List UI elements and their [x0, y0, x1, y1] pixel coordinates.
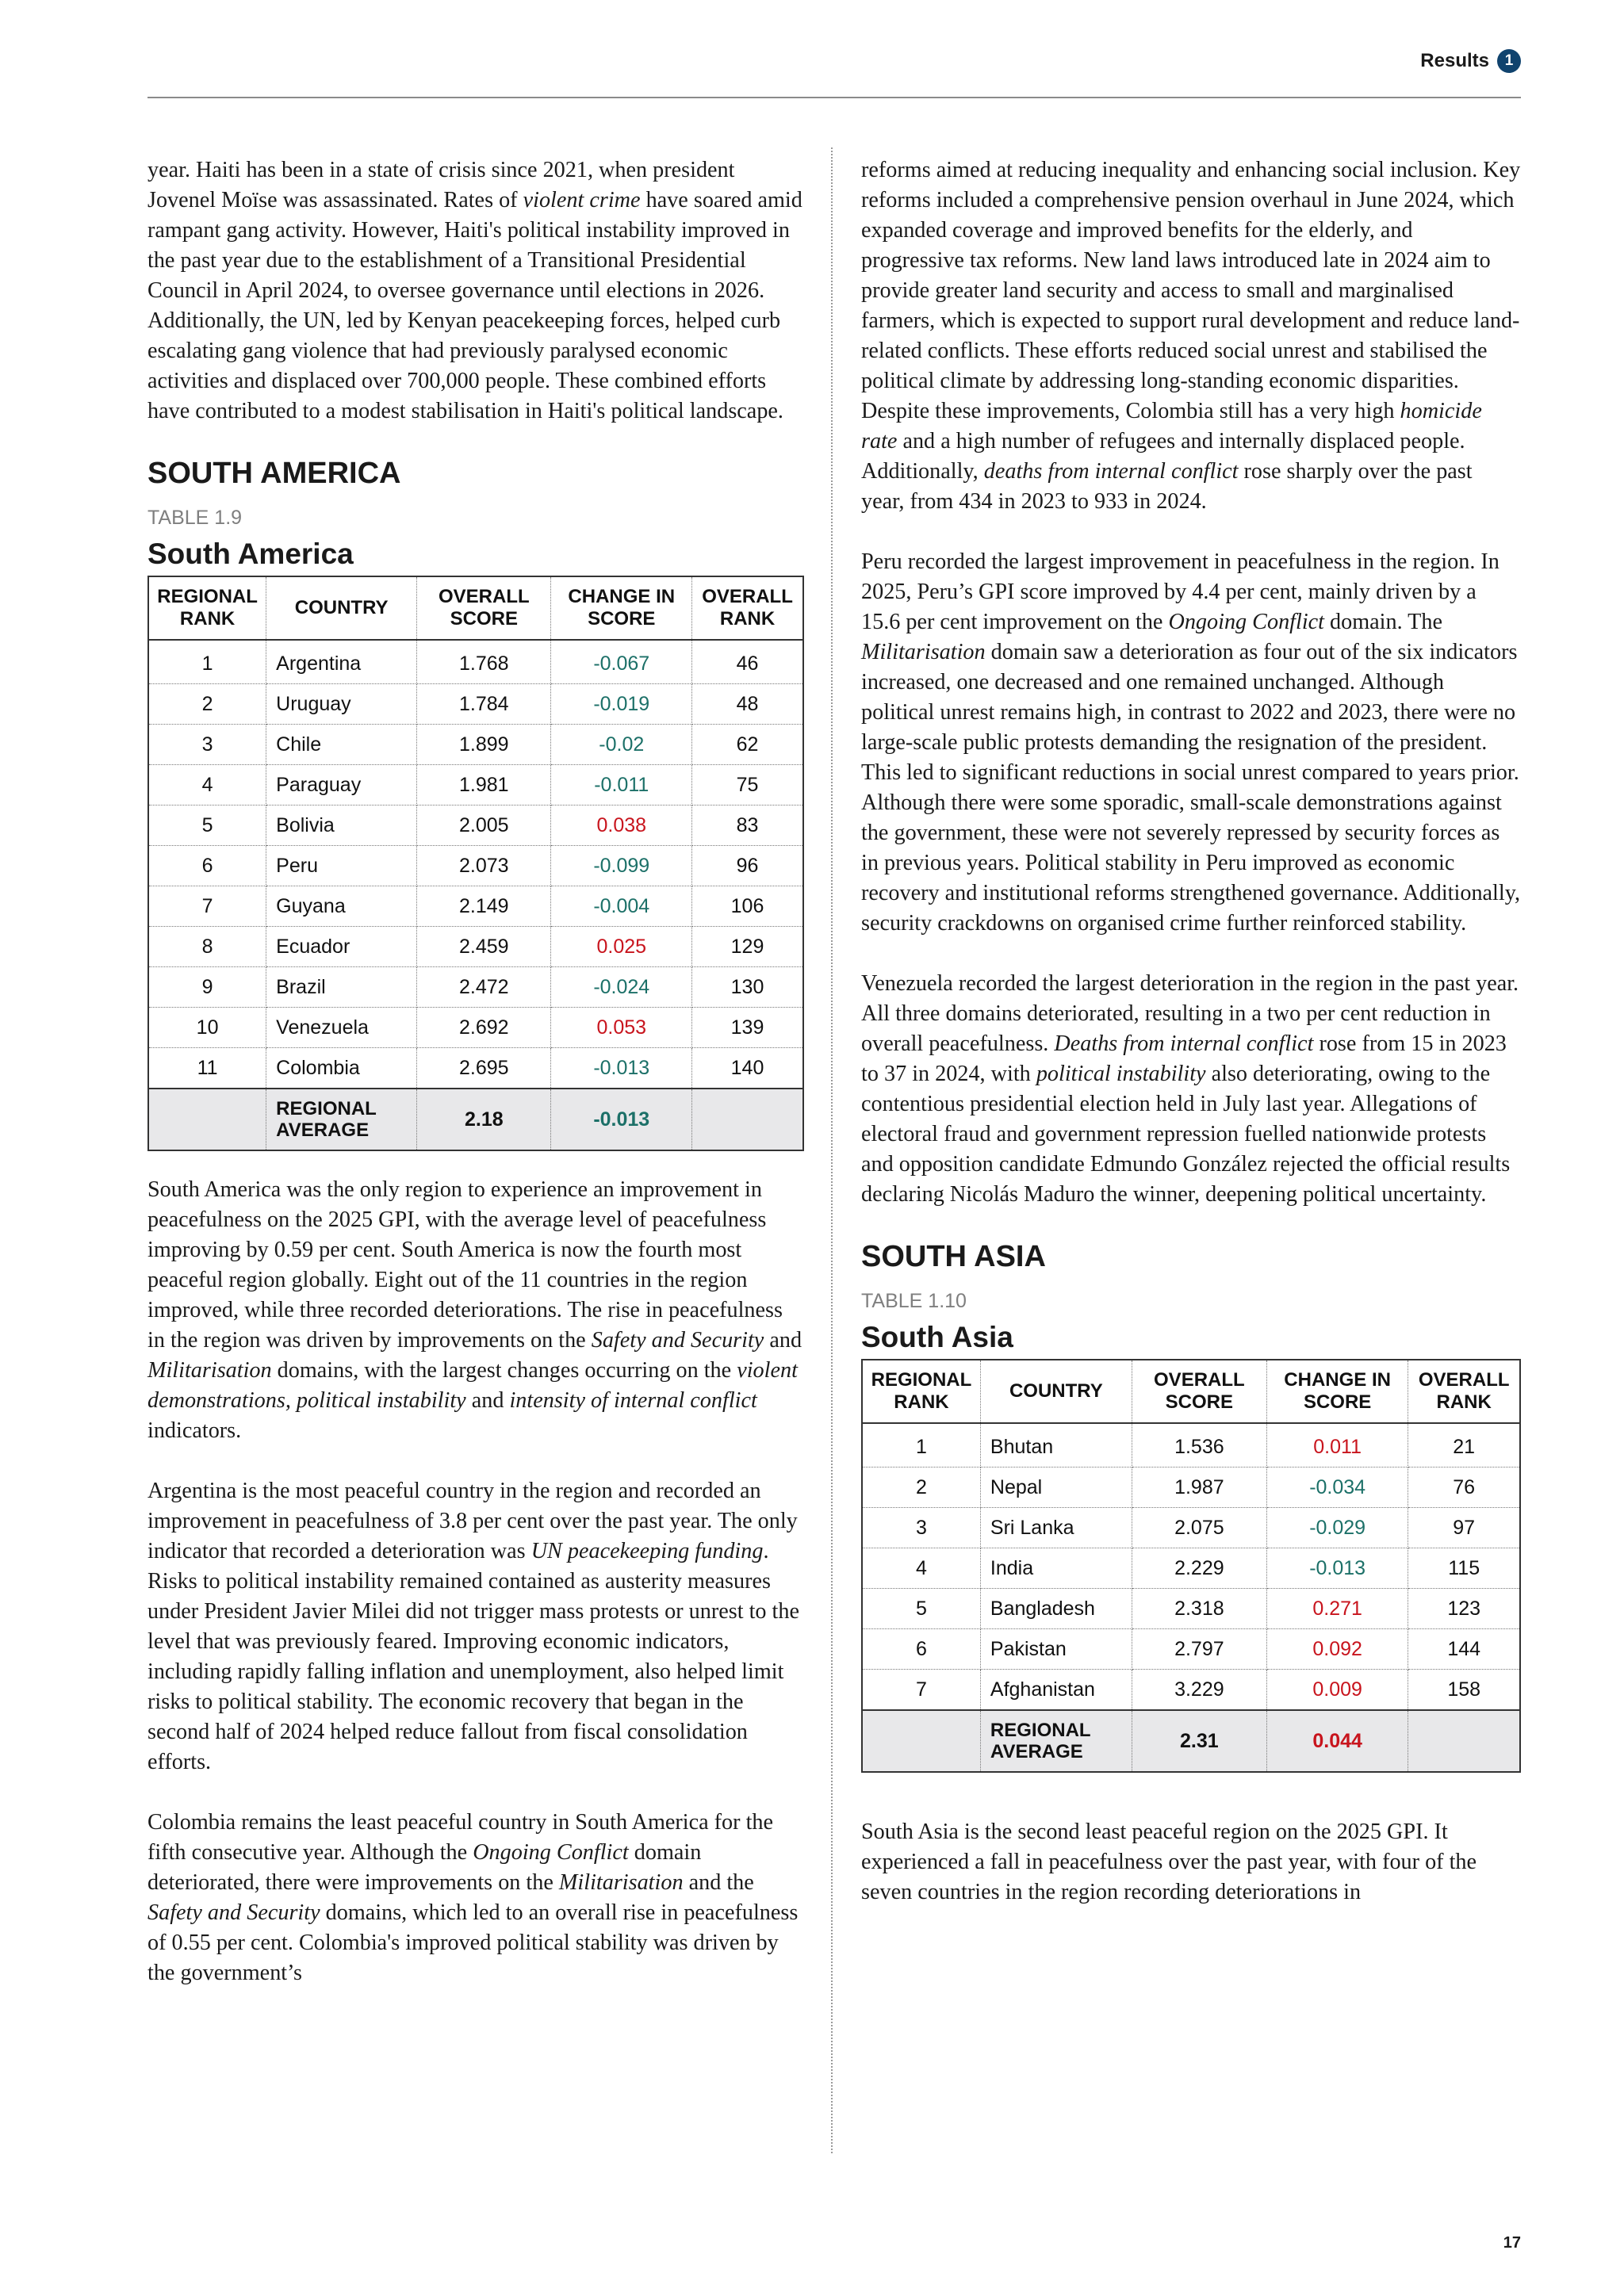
country-cell: Afghanistan [980, 1670, 1132, 1711]
empty-cell [862, 1710, 980, 1772]
regional-rank-cell: 6 [148, 846, 266, 886]
header-change-in-score: CHANGE IN SCORE [1266, 1360, 1408, 1423]
overall-score-cell: 2.073 [417, 846, 551, 886]
table-row [862, 1508, 1520, 1548]
regional-rank-cell: 1 [148, 640, 266, 684]
table-row [862, 1589, 1520, 1629]
change-in-score-cell: -0.004 [551, 886, 692, 927]
country-cell: Guyana [266, 886, 417, 927]
country-cell: Nepal [980, 1468, 1132, 1508]
table-row [148, 846, 803, 886]
table-row [862, 1548, 1520, 1589]
column-divider [831, 147, 833, 2153]
regional-rank-cell: 5 [862, 1589, 980, 1629]
overall-rank-cell: 97 [1408, 1508, 1520, 1548]
regional-rank-cell: 7 [148, 886, 266, 927]
country-cell: Ecuador [266, 927, 417, 967]
change-in-score-cell: -0.013 [1266, 1548, 1408, 1589]
overall-score-cell: 2.695 [417, 1048, 551, 1089]
south-america-paragraph: South America was the only region to experience an improvement in peacefulness on the 2025 GPI, with the average level of peacefulness improving by 0.59 per cent. South America is now the fourth most peaceful region globally. Eight out of the 11 countries in the region improved, while three recorded deteriorations. The rise in peacefulness in the region was driven by improvements on the Safety and Security and Militarisation domains, with the largest changes occurring on the violent demonstrations, political instability and intensity of internal conflict indicators. [147, 1177, 802, 1443]
average-score-cell: 2.18 [417, 1089, 551, 1150]
page-number: 17 [1503, 2234, 1521, 2252]
table-row [862, 1670, 1520, 1711]
table-body [148, 640, 803, 1150]
regional-rank-cell: 4 [148, 765, 266, 806]
table-label: TABLE 1.9 [147, 507, 243, 529]
overall-rank-cell: 62 [692, 725, 803, 765]
overall-rank-cell: 123 [1408, 1589, 1520, 1629]
country-cell: India [980, 1548, 1132, 1589]
country-cell: Bhutan [980, 1423, 1132, 1468]
country-cell: Bolivia [266, 806, 417, 846]
haiti-paragraph: year. Haiti has been in a state of crisis since 2021, when president Jovenel Moïse was assassinated. Rates of violent crime have soared amid rampant gang activity. However, Haiti's political instability improved in the past year due to the establishment of a Transitional Presidential Council in April 2024, to oversee governance until elections in 2026. Additionally, the UN, led by Kenyan peacekeeping forces, helped curb escalating gang violence that had previously paralysed economic activities and displaced over 700,000 people. These combined efforts have contributed to a modest stabilisation in Haiti's political landscape. [147, 158, 802, 423]
overall-score-cell: 2.692 [417, 1008, 551, 1048]
regional-rank-cell: 4 [862, 1548, 980, 1589]
table-body [862, 1423, 1520, 1772]
overall-score-cell: 1.536 [1132, 1423, 1266, 1468]
country-cell: Venezuela [266, 1008, 417, 1048]
regional-rank-cell: 9 [148, 967, 266, 1008]
country-cell: Brazil [266, 967, 417, 1008]
overall-score-cell: 2.005 [417, 806, 551, 846]
overall-score-cell: 2.075 [1132, 1508, 1266, 1548]
regional-rank-cell: 11 [148, 1048, 266, 1089]
south-asia-table [861, 1359, 1521, 1773]
regional-rank-cell: 10 [148, 1008, 266, 1048]
overall-score-cell: 2.149 [417, 886, 551, 927]
regional-rank-cell: 1 [862, 1423, 980, 1468]
table-row [148, 1008, 803, 1048]
regional-average-row [148, 1089, 803, 1150]
overall-rank-cell: 158 [1408, 1670, 1520, 1711]
empty-cell [1408, 1710, 1520, 1772]
overall-score-cell: 2.472 [417, 967, 551, 1008]
change-in-score-cell: -0.067 [551, 640, 692, 684]
table-label: TABLE 1.10 [861, 1290, 967, 1312]
average-score-cell: 2.31 [1132, 1710, 1266, 1772]
table-row [862, 1423, 1520, 1468]
change-in-score-cell: 0.092 [1266, 1629, 1408, 1670]
colombia-paragraph: Colombia remains the least peaceful country in South America for the fifth consecutive year. Although the Ongoing Conflict domain deteriorated, there were improvements on the Militarisation and the Safety and Security domains, which led to an overall rise in peacefulness of 0.55 per cent. Colombia's improved political stability was driven by the government’s [147, 1810, 799, 1985]
header-overall-rank: OVERALL RANK [692, 576, 803, 640]
left-column [147, 155, 804, 2019]
overall-score-cell: 1.981 [417, 765, 551, 806]
south-asia-paragraph: South Asia is the second least peaceful region on the 2025 GPI. It experienced a fall in peacefulness over the past year, with four of the seven countries in the region recording deteriorations in [861, 1820, 1477, 1904]
header-overall-rank: OVERALL RANK [1408, 1360, 1520, 1423]
header-country: COUNTRY [980, 1360, 1132, 1423]
colombia-reforms-paragraph: reforms aimed at reducing inequality and enhancing social inclusion. Key reforms included a comprehensive pension overhaul in June 2024, which expanded coverage and improved benefits for the elderly, and progressive tax reforms. New land laws introduced late in 2024 aim to provide greater land security and access to small and marginalised farmers, which is expected to support rural development and reduce land-related conflicts. These efforts reduced social unrest and stabilised the political climate by addressing long-standing economic disparities. Despite these improvements, Colombia still has a very high homicide rate and a high number of refugees and internally displaced people. Additionally, deaths from internal conflict rose sharply over the past year, from 434 in 2023 to 933 in 2024. [861, 158, 1521, 514]
table-row [862, 1629, 1520, 1670]
overall-score-cell: 1.987 [1132, 1468, 1266, 1508]
overall-rank-cell: 106 [692, 886, 803, 927]
average-change-cell: -0.013 [551, 1089, 692, 1150]
table-row [148, 1048, 803, 1089]
average-change-cell: 0.044 [1266, 1710, 1408, 1772]
change-in-score-cell: 0.038 [551, 806, 692, 846]
change-in-score-cell: -0.02 [551, 725, 692, 765]
country-cell: Paraguay [266, 765, 417, 806]
change-in-score-cell: 0.025 [551, 927, 692, 967]
regional-rank-cell: 2 [862, 1468, 980, 1508]
header-regional-rank: REGIONAL RANK [148, 576, 266, 640]
empty-cell [692, 1089, 803, 1150]
change-in-score-cell: 0.271 [1266, 1589, 1408, 1629]
change-in-score-cell: -0.099 [551, 846, 692, 886]
south-america-table [147, 576, 804, 1151]
overall-rank-cell: 46 [692, 640, 803, 684]
regional-rank-cell: 6 [862, 1629, 980, 1670]
overall-rank-cell: 139 [692, 1008, 803, 1048]
country-cell: Argentina [266, 640, 417, 684]
regional-average-label: REGIONAL AVERAGE [266, 1089, 417, 1150]
overall-rank-cell: 48 [692, 684, 803, 725]
overall-score-cell: 3.229 [1132, 1670, 1266, 1711]
regional-rank-cell: 3 [862, 1508, 980, 1548]
header-country: COUNTRY [266, 576, 417, 640]
running-header [1420, 49, 1521, 73]
table-row [148, 967, 803, 1008]
header-rule [147, 97, 1521, 98]
section-heading-south-asia: SOUTH ASIA [861, 1240, 1046, 1273]
country-cell: Uruguay [266, 684, 417, 725]
overall-score-cell: 2.459 [417, 927, 551, 967]
overall-score-cell: 1.768 [417, 640, 551, 684]
change-in-score-cell: 0.053 [551, 1008, 692, 1048]
table-row [148, 684, 803, 725]
table-row [148, 725, 803, 765]
section-heading-south-america: SOUTH AMERICA [147, 457, 401, 490]
header-overall-score: OVERALL SCORE [1132, 1360, 1266, 1423]
country-cell: Colombia [266, 1048, 417, 1089]
table-header-row [862, 1360, 1520, 1423]
change-in-score-cell: -0.034 [1266, 1468, 1408, 1508]
argentina-paragraph: Argentina is the most peaceful country in the region and recorded an improvement in peacefulness of 3.8 per cent over the past year. The only indicator that recorded a deterioration was UN peacekeeping funding. Risks to political instability remained contained as austerity measures under President Javier Milei did not trigger mass protests or unrest to the level that was previously feared. Improving economic indicators, including rapidly falling inflation and unemployment, also helped limit risks to political stability. The economic recovery that began in the second half of 2024 helped reduce fallout from fiscal consolidation efforts. [147, 1479, 799, 1774]
venezuela-paragraph: Venezuela recorded the largest deterioration in the region in the past year. All three domains deteriorated, resulting in a two per cent reduction in overall peacefulness. Deaths from internal conflict rose from 15 in 2023 to 37 in 2024, with political instability also deteriorating, owing to the contentious presidential election held in July last year. Allegations of electoral fraud and government repression fuelled nationwide protests and opposition candidate Edmundo González rejected the official results declaring Nicolás Maduro the winner, deepening political uncertainty. [861, 971, 1519, 1207]
regional-rank-cell: 3 [148, 725, 266, 765]
overall-rank-cell: 130 [692, 967, 803, 1008]
overall-rank-cell: 21 [1408, 1423, 1520, 1468]
table-row [148, 640, 803, 684]
empty-cell [148, 1089, 266, 1150]
header-overall-score: OVERALL SCORE [417, 576, 551, 640]
table-row [148, 765, 803, 806]
peru-paragraph: Peru recorded the largest improvement in peacefulness in the region. In 2025, Peru’s GPI score improved by 4.4 per cent, mainly driven by a 15.6 per cent improvement on the Ongoing Conflict domain. The Militarisation domain saw a deterioration as four out of the six indicators increased, one decreased and one remained unchanged. Although political unrest remains high, in contrast to 2022 and 2023, there were no large-scale public protests demanding the resignation of the president. This led to significant reductions in social unrest compared to years prior. Although there were some sporadic, small-scale demonstrations against the government, these were not severely repressed by security forces as in previous years. Political stability in Peru improved as economic recovery and institutional reforms strengthened governance. Additionally, security crackdowns on organised crime further reinforced stability. [861, 549, 1521, 936]
change-in-score-cell: 0.011 [1266, 1423, 1408, 1468]
overall-score-cell: 1.899 [417, 725, 551, 765]
overall-score-cell: 2.229 [1132, 1548, 1266, 1589]
right-column [861, 155, 1521, 1938]
table-row [148, 886, 803, 927]
change-in-score-cell: -0.019 [551, 684, 692, 725]
regional-rank-cell: 7 [862, 1670, 980, 1711]
country-cell: Peru [266, 846, 417, 886]
table-header-row [148, 576, 803, 640]
section-label: Results [1420, 50, 1489, 71]
country-cell: Sri Lanka [980, 1508, 1132, 1548]
table-title: South Asia [861, 1321, 1013, 1353]
table-row [148, 806, 803, 846]
overall-rank-cell: 96 [692, 846, 803, 886]
change-in-score-cell: 0.009 [1266, 1670, 1408, 1711]
overall-rank-cell: 83 [692, 806, 803, 846]
change-in-score-cell: -0.013 [551, 1048, 692, 1089]
regional-rank-cell: 2 [148, 684, 266, 725]
overall-rank-cell: 144 [1408, 1629, 1520, 1670]
header-change-in-score: CHANGE IN SCORE [551, 576, 692, 640]
country-cell: Chile [266, 725, 417, 765]
table-title: South America [147, 538, 354, 570]
overall-rank-cell: 75 [692, 765, 803, 806]
regional-rank-cell: 8 [148, 927, 266, 967]
overall-score-cell: 2.797 [1132, 1629, 1266, 1670]
regional-average-row [862, 1710, 1520, 1772]
overall-score-cell: 2.318 [1132, 1589, 1266, 1629]
table-row [148, 927, 803, 967]
country-cell: Bangladesh [980, 1589, 1132, 1629]
overall-rank-cell: 76 [1408, 1468, 1520, 1508]
change-in-score-cell: -0.024 [551, 967, 692, 1008]
country-cell: Pakistan [980, 1629, 1132, 1670]
overall-rank-cell: 140 [692, 1048, 803, 1089]
change-in-score-cell: -0.029 [1266, 1508, 1408, 1548]
change-in-score-cell: -0.011 [551, 765, 692, 806]
regional-average-label: REGIONAL AVERAGE [980, 1710, 1132, 1772]
header-regional-rank: REGIONAL RANK [862, 1360, 980, 1423]
overall-score-cell: 1.784 [417, 684, 551, 725]
overall-rank-cell: 129 [692, 927, 803, 967]
chapter-number-badge: 1 [1497, 49, 1521, 73]
table-row [862, 1468, 1520, 1508]
overall-rank-cell: 115 [1408, 1548, 1520, 1589]
regional-rank-cell: 5 [148, 806, 266, 846]
